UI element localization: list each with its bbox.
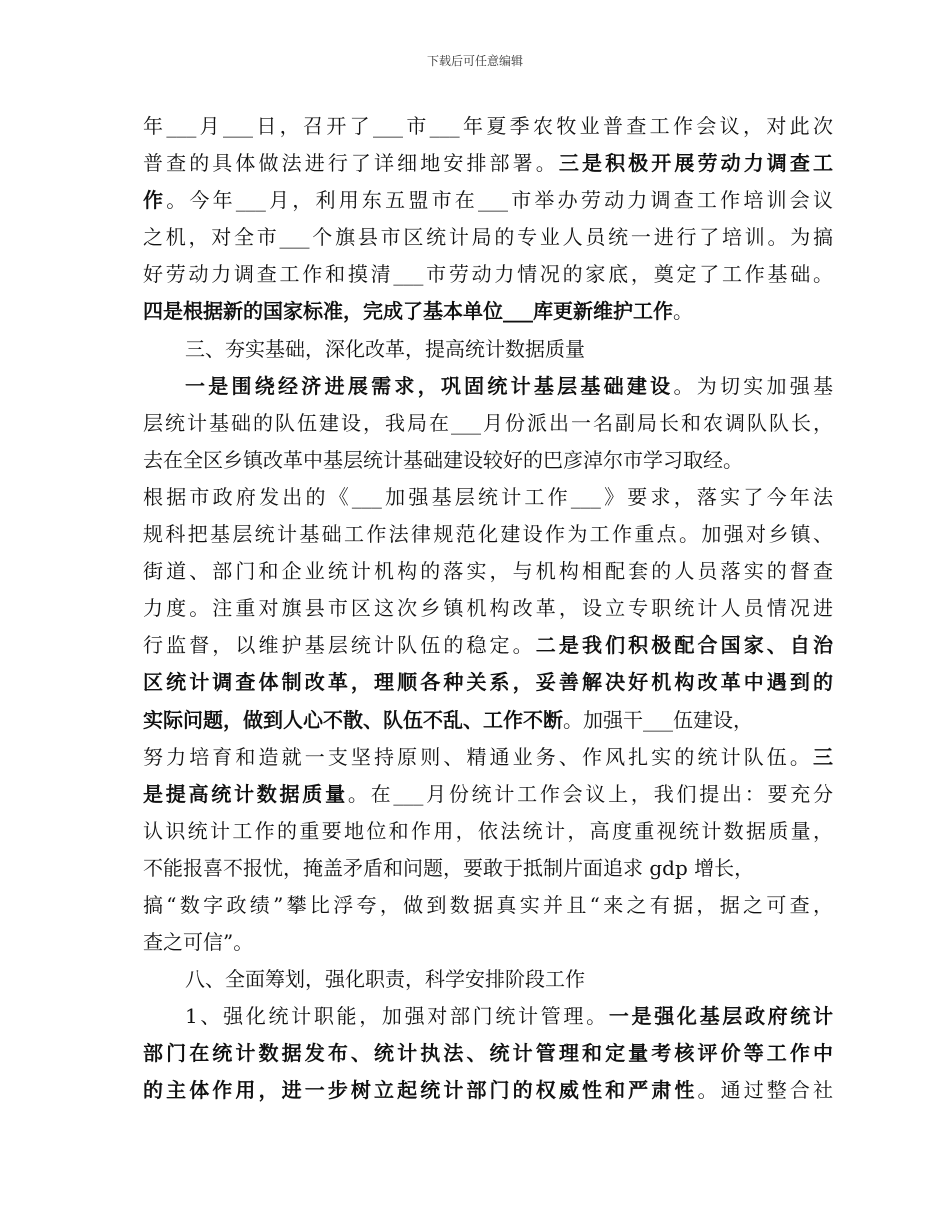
text-segment: 。今年___月，利用东五盟市在___市举办劳动力调查工作培训会议 [166, 188, 834, 213]
text-segment: 。为切实加强基 [673, 373, 834, 398]
text-line [143, 776, 833, 813]
text-line [143, 219, 833, 256]
text-line [143, 739, 833, 776]
text-line [143, 850, 833, 887]
document-body [143, 108, 833, 1110]
bold-text-segment: 部门在统计数据发布、统计执法、统计管理和定量考核评价等工作中 [143, 1041, 833, 1066]
text-line [143, 479, 833, 516]
text-line [143, 368, 833, 405]
text-line [143, 813, 833, 850]
text-segment: 不能报喜不报忧，掩盖矛盾和问题，要敢于抵制片面追求 gdp 增长， [143, 855, 755, 880]
text-line [143, 627, 833, 664]
text-segment: 之机，对全市___个旗县市区统计局的专业人员统一进行了培训。为搞 [143, 225, 833, 250]
text-line [143, 293, 833, 330]
text-line [143, 108, 833, 145]
text-line [143, 961, 833, 998]
text-line [143, 924, 833, 961]
text-segment: 。 [673, 299, 693, 324]
text-line [143, 182, 833, 219]
text-segment: 层统计基础的队伍建设，我局在___月份派出一名副局长和农调队队长， [143, 410, 833, 435]
bold-text-segment: 一是围绕经济进展需求，巩固统计基层基础建设 [185, 373, 674, 398]
text-segment: 年___月___日，召开了___市___年夏季农牧业普查工作会议，对此次 [143, 114, 833, 138]
text-segment: 普查的具体做法进行了详细地安排部署。 [143, 151, 559, 176]
text-line [143, 590, 833, 627]
text-segment: 力度。注重对旗县市区这次乡镇机构改革，设立专职统计人员情况进 [143, 596, 833, 621]
bold-text-segment: 作 [143, 188, 167, 213]
text-segment: 。在___月份统计工作会议上，我们提出：要充分 [347, 781, 834, 806]
text-line [143, 702, 833, 739]
text-line [143, 256, 833, 293]
bold-text-segment: 三是积极开展劳动力调查工 [558, 151, 834, 176]
bold-text-segment: 实际问题，做到人心不散、队伍不乱、工作不断 [143, 707, 563, 732]
text-segment: 八、全面筹划，强化职责，科学安排阶段工作 [185, 967, 585, 992]
text-segment: 1、强化统计职能，加强对部门统计管理。 [185, 1004, 609, 1029]
bold-text-segment: 一是强化基层政府统计 [608, 1004, 834, 1029]
text-segment: 。加强干___伍建设， [563, 707, 753, 732]
bold-text-segment: 的主体作用，进一步树立起统计部门的权威性和严肃性 [143, 1078, 698, 1103]
text-line [143, 442, 833, 479]
text-line [143, 145, 833, 182]
text-segment: 行监督，以维护基层统计队伍的稳定。 [143, 633, 536, 658]
text-segment: 好劳动力调查工作和摸清___市劳动力情况的家底，奠定了工作基础。 [143, 262, 833, 287]
text-line [143, 887, 833, 924]
text-line [143, 553, 833, 590]
bold-text-segment: 是提高统计数据质量 [143, 781, 348, 806]
text-segment: 去在全区乡镇改革中基层统计基础建设较好的巴彦淖尔市学习取经。 [143, 447, 743, 472]
text-line [143, 331, 833, 368]
text-segment: 三、夯实基础，深化改革，提高统计数据质量 [185, 336, 585, 361]
text-segment: 街道、部门和企业统计机构的落实，与机构相配套的人员落实的督查 [143, 559, 833, 584]
text-segment: 认识统计工作的重要地位和作用，依法统计，高度重视统计数据质量， [143, 818, 833, 843]
text-segment: 规科把基层统计基础工作法律规范化建设作为工作重点。加强对乡镇、 [143, 522, 833, 547]
text-line [143, 998, 833, 1035]
text-segment: 搞“数字政绩”攀比浮夸，做到数据真实并且“来之有据，据之可查， [143, 892, 833, 917]
text-segment: 努力培育和造就一支坚持原则、精通业务、作风扎实的统计队伍。 [143, 744, 813, 769]
text-line [143, 516, 833, 553]
text-segment: 根据市政府发出的《___加强基层统计工作___》要求，落实了今年法 [143, 484, 833, 509]
page-header: 下载后可任意编辑 [426, 54, 523, 68]
bold-text-segment: 区统计调查体制改革，理顺各种关系，妥善解决好机构改革中遇到的 [143, 670, 833, 695]
text-segment: 查之可信”。 [143, 930, 254, 955]
text-segment: 。通过整合社 [697, 1078, 834, 1103]
bold-text-segment: 三 [813, 744, 833, 769]
text-line [143, 1072, 833, 1109]
bold-text-segment: 二是我们积极配合国家、自治 [535, 633, 834, 658]
text-line [143, 664, 833, 701]
text-line [143, 1035, 833, 1072]
text-line [143, 405, 833, 442]
bold-text-segment: 四是根据新的国家标准，完成了基本单位___库更新维护工作 [143, 299, 673, 324]
